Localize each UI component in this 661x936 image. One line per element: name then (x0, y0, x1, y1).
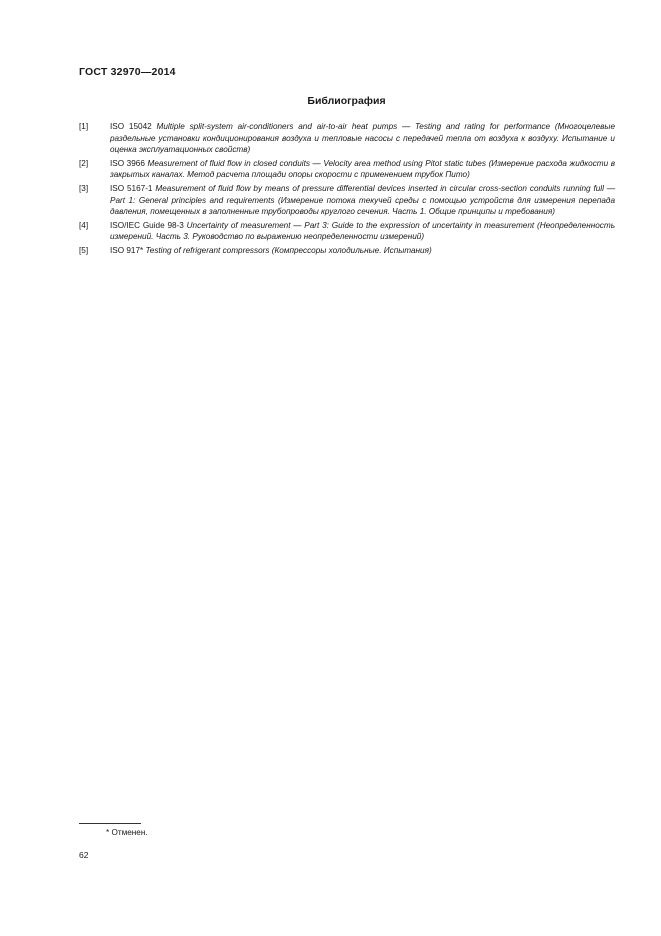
bibliography-entry (79, 121, 615, 156)
section-title: Библиография (307, 95, 386, 107)
entry-text (110, 121, 615, 156)
entry-number: [3] (79, 183, 89, 193)
entry-code: ISO 3966 (110, 158, 145, 168)
entry-translation: (Неопределенность измерений. Часть 3. Руководство по выражению неопределенности измерений) (110, 220, 616, 242)
footnote-divider (79, 823, 141, 824)
bibliography-entry (79, 183, 615, 218)
entry-translation: (Измерение потока текучей среды с помощью устройств для измерения перепада давления, помещенных в заполненные трубопроводы круглого сечения. Часть 1. Общие принципы и требования) (110, 195, 615, 217)
entry-number: [4] (79, 220, 89, 230)
page-number: 62 (79, 850, 89, 860)
bibliography-entry (79, 158, 615, 181)
entry-title: Multiple split-system air-conditioners and air-to-air heat pumps — Testing and rating for performance (156, 122, 551, 131)
entry-number: [5] (79, 245, 89, 255)
bibliography-entry (79, 220, 615, 243)
entry-title: Testing of refrigerant compressors (145, 245, 270, 255)
entry-code: ISO 5167-1 (110, 183, 153, 193)
entry-number: [2] (79, 158, 89, 168)
entry-title: Measurement of fluid flow in closed conduits — Velocity area method using Pitot static tubes (147, 158, 486, 168)
entry-code: ISO 917* (110, 245, 144, 255)
entry-text (110, 245, 615, 257)
entry-translation: (Многоцелевые раздельные установки кондиционирования воздуха и тепловые насосы с передачей тепла от воздуха к воздуху. Испытание и оценка эксплуатационных свойств) (110, 122, 615, 155)
footnote-text: Отменен. (111, 828, 148, 837)
entry-translation: (Измерение расхода жидкости в закрытых каналах. Метод расчета площади опоры скорости с применением трубок Пито) (110, 158, 616, 180)
entry-text (110, 220, 615, 243)
bibliography-entry (79, 245, 615, 257)
entry-code: ISO/IEC Guide 98-3 (110, 220, 184, 230)
entry-translation: (Компрессоры холодильные. Испытания) (271, 245, 432, 255)
entry-code: ISO 15042 (110, 122, 152, 131)
entry-text (110, 183, 615, 218)
footnote (106, 828, 148, 837)
bibliography-list (79, 121, 615, 259)
entry-title: Uncertainty of measurement — Part 3: Guide to the expression of uncertainty in measurement (186, 220, 535, 230)
entry-number: [1] (79, 122, 89, 131)
document-header: ГОСТ 32970—2014 (79, 66, 176, 78)
entry-title: Measurement of fluid flow by means of pressure differential devices inserted in circular cross-section conduits running full — Part 1: General principles and requirements (110, 183, 616, 205)
entry-text (110, 158, 615, 181)
footnote-mark: * (106, 828, 110, 837)
